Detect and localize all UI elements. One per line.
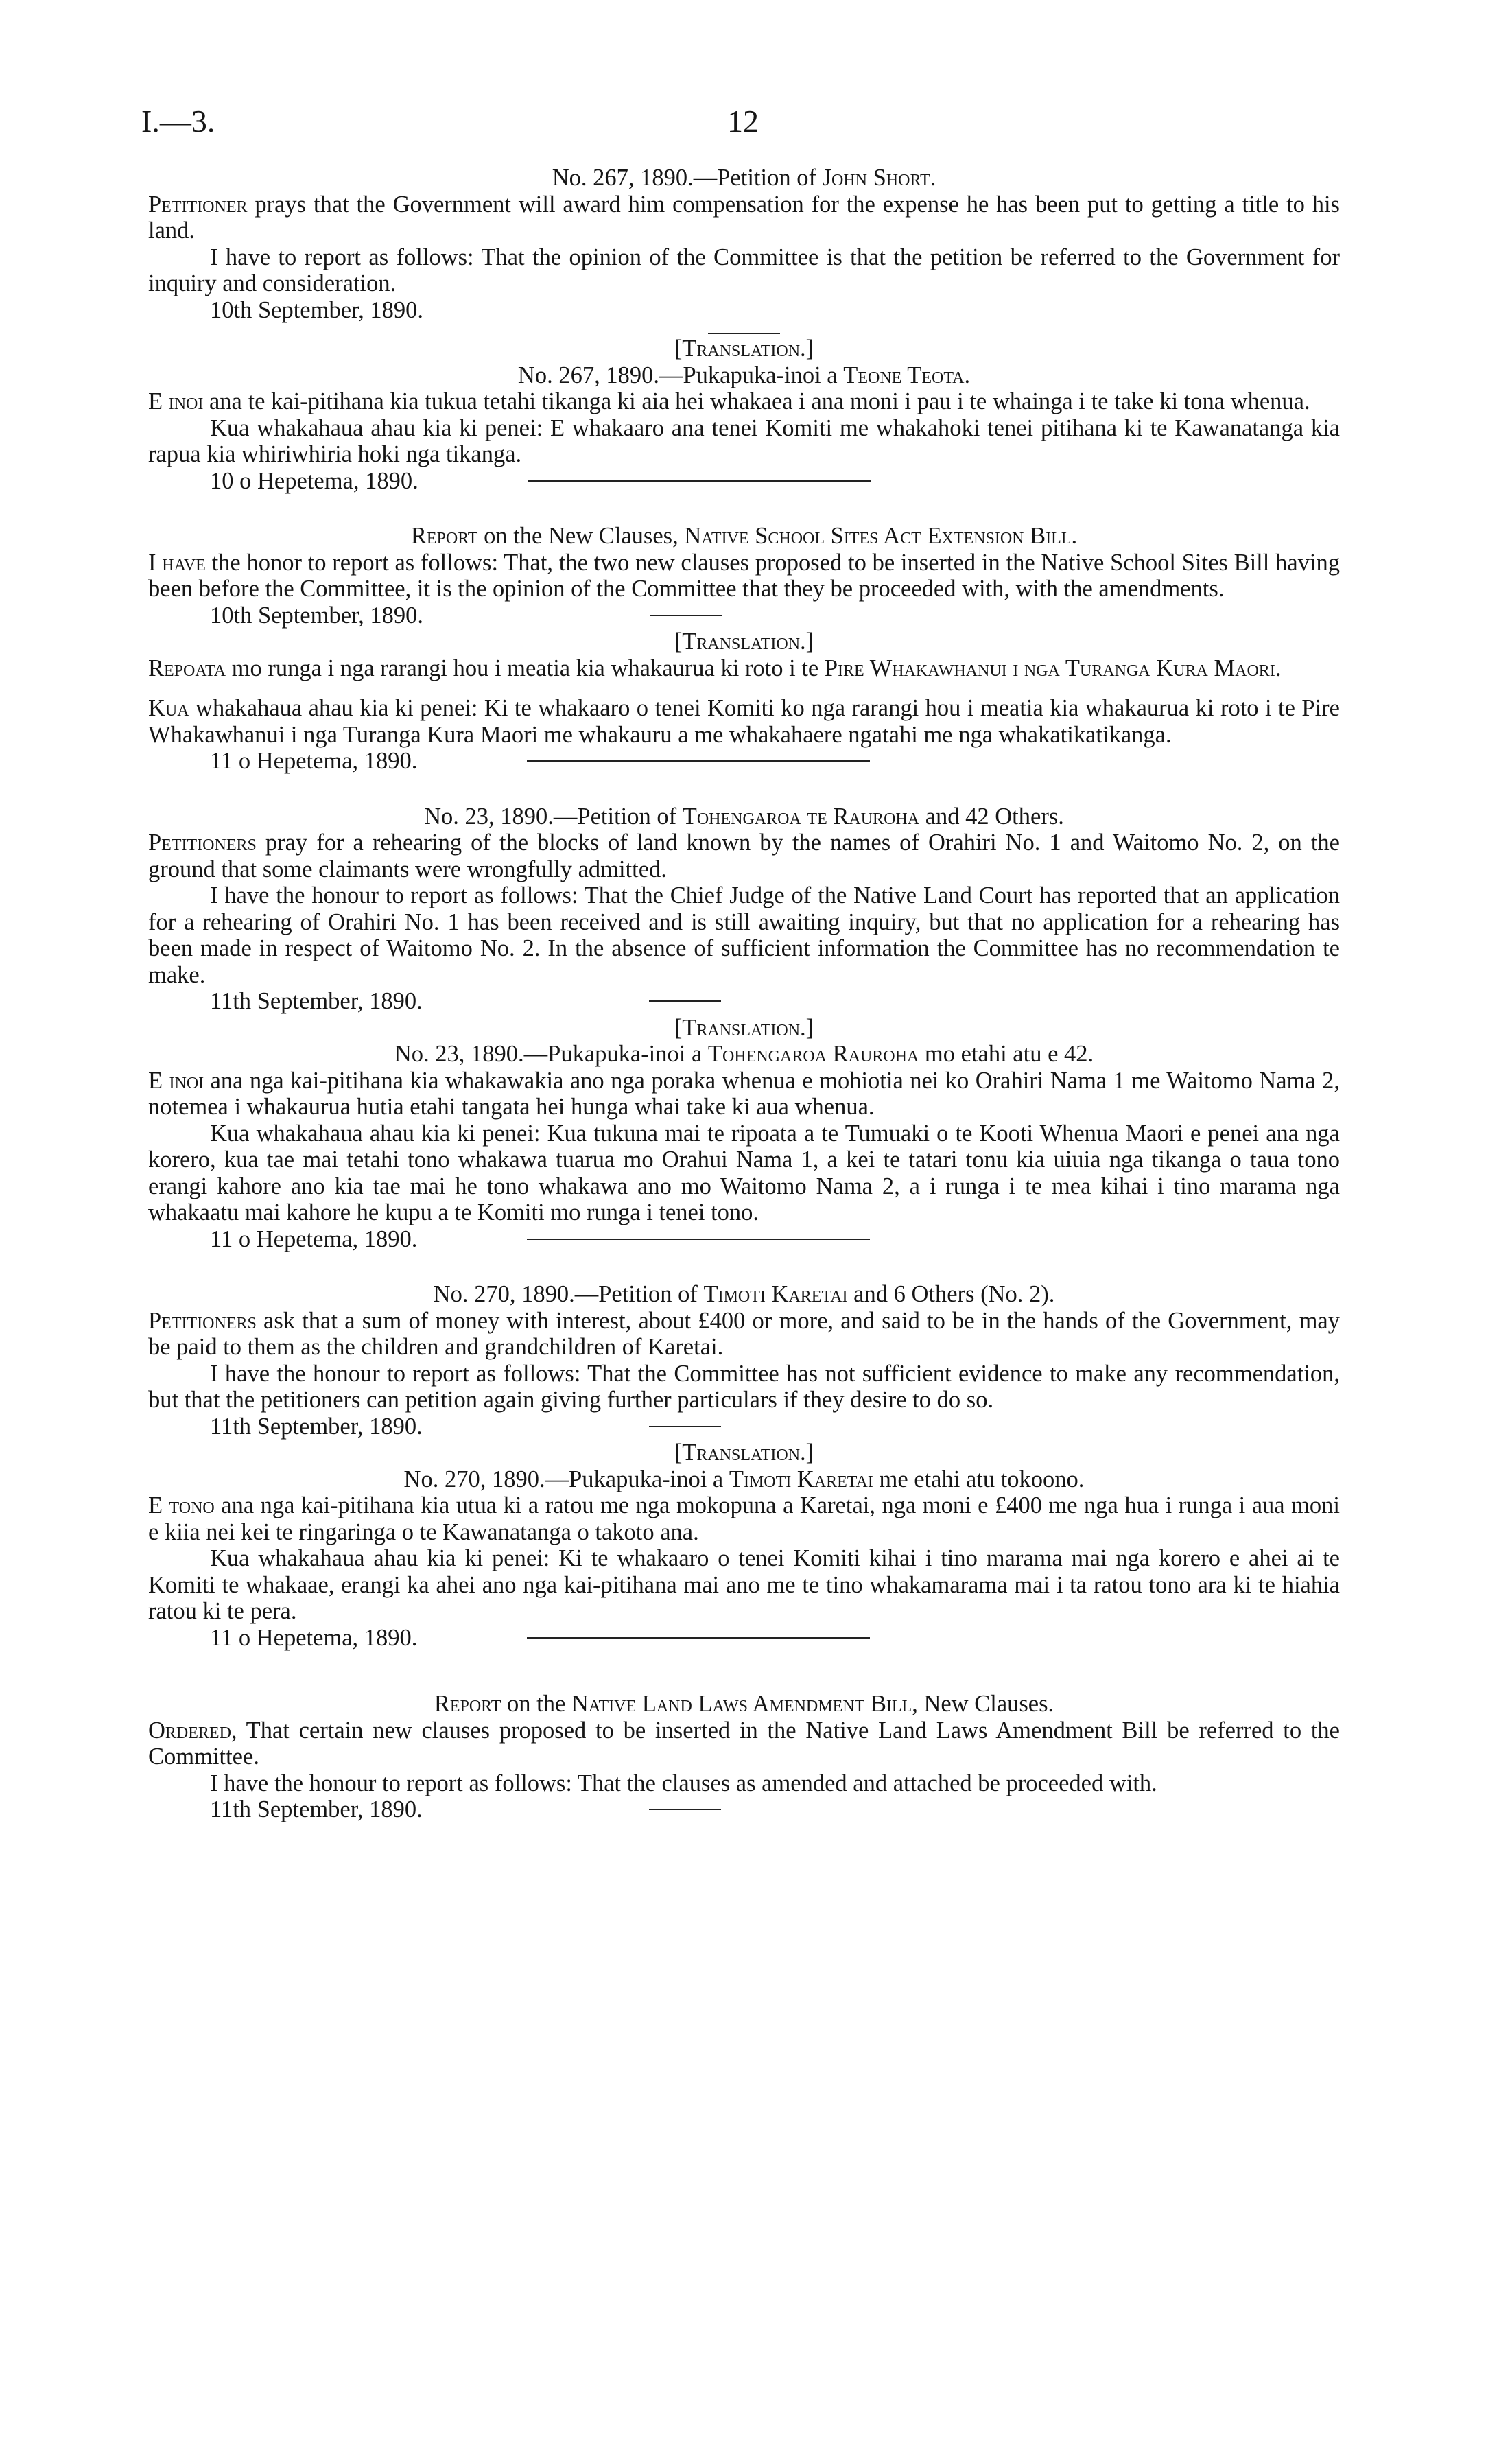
separator-short — [649, 1809, 721, 1810]
section-divider — [527, 760, 870, 762]
section-1-translation-petition: E inoi ana te kai-pitihana kia tukua tetahi tikanga ki aia hei whakaea i ana moni i pau i te whainga i te take ki tona whenua. — [148, 388, 1310, 414]
separator-short — [649, 1000, 721, 1002]
section-divider — [527, 1637, 870, 1639]
section-3-report: I have the honour to report as follows: That the Chief Judge of the Native Land Court has reported that an application for a rehearing of Orahiri No. 1 has been received and is still awaiting inquiry, but that no application for a rehearing has been made in respect of Waitomo No. 2. In the absence of sufficient information the Committee has no recommendation te make. — [148, 882, 1340, 988]
section-4-report: I have the honour to report as follows: That the Committee has not sufficient evidence to make any recommendation, but that the petitioners can petition again giving further particulars if they desire to do so. — [148, 1360, 1340, 1413]
section-3-translation-report: Kua whakahaua ahau kia ki penei: Kua tukuna mai te ripoata a te Tumuaki o te Kooti Whenua Maori e penei ana nga korero, kua tae mai tetahi tono whakawa tuarua mo Orahui Nama 1, a kei te tatari tonu kia uiuia nga tikanga o taua tono erangi kahore ano kia tae mai he tono whakawa ano mo Waitomo Nama 2, a i runga i te mea kihai i tino marama nga whakaatu mai kahore he kupu a te Komiti mo runga i tenei tono. — [148, 1120, 1340, 1225]
section-4-title: No. 270, 1890.—Petition of Timoti Karetai and 6 Others (No. 2). — [433, 1281, 1055, 1307]
section-3-translation-petition: E inoi ana nga kai-pitihana kia whakawakia ano nga poraka whenua e mohiotia nei ko Orahiri Nama 1 me Waitomo Nama 2, notemea i whakaurua hutia etahi tangata hei hunga whai take ki aua whenua. — [148, 1067, 1340, 1120]
section-3-translation-date: 11 o Hepetema, 1890. — [210, 1225, 418, 1252]
separator-short — [708, 333, 780, 334]
section-1-title: No. 267, 1890.—Petition of John Short. — [552, 165, 936, 191]
section-divider — [528, 480, 871, 482]
section-5-order: Ordered, That certain new clauses proposed to be inserted in the Native Land Laws Amendment Bill be referred to the Committee. — [148, 1717, 1340, 1770]
section-5-report: I have the honour to report as follows: That the clauses as amended and attached be proceeded with. — [210, 1770, 1157, 1796]
section-1-translation-date: 10 o Hepetema, 1890. — [210, 467, 418, 494]
section-2-translation-label: [Translation.] — [674, 629, 814, 655]
section-3-date: 11th September, 1890. — [210, 988, 423, 1014]
section-1-petition: Petitioner prays that the Government will award him compensation for the expense he has been put to getting a title to his land. — [148, 191, 1340, 244]
section-1-translation-label: [Translation.] — [674, 336, 814, 362]
section-4-petition: Petitioners ask that a sum of money with interest, about £400 or more, and said to be in the hands of the Government, may be paid to them as the children and grandchildren of Karetai. — [148, 1307, 1340, 1360]
section-2-date: 10th September, 1890. — [210, 602, 423, 629]
section-4-date: 11th September, 1890. — [210, 1413, 423, 1440]
section-1-report: I have to report as follows: That the opinion of the Committee is that the petition be referred to the Government for inquiry and consideration. — [148, 244, 1340, 296]
section-divider — [527, 1239, 870, 1240]
section-1-translation-report: Kua whakahaua ahau kia ki penei: E whakaaro ana tenei Komiti me whakahoki tenei pitihana ki te Kawanatanga kia rapua kia whiriwhiria hoki nga tikanga. — [148, 414, 1340, 467]
section-4-translation-petition: E tono ana nga kai-pitihana kia utua ki a ratou me nga mokopuna a Karetai, nga moni e £400 me nga hua i runga i aua moni e kiia nei kei te ringaringa o te Kawanatanga o takoto ana. — [148, 1492, 1341, 1545]
document-body — [148, 165, 1340, 1823]
separator-short — [650, 615, 722, 616]
section-4-translation-date: 11 o Hepetema, 1890. — [210, 1624, 418, 1651]
section-3-title: No. 23, 1890.—Petition of Tohengaroa te Rauroha and 42 Others. — [424, 803, 1064, 830]
section-2-translation-date: 11 o Hepetema, 1890. — [210, 748, 418, 774]
section-1-date: 10th September, 1890. — [210, 296, 423, 323]
section-5-title: Report on the Native Land Laws Amendment Bill, New Clauses. — [434, 1691, 1054, 1717]
section-2-title: Report on the New Clauses, Native School Sites Act Extension Bill. — [410, 523, 1078, 549]
section-4-translation-label: [Translation.] — [674, 1440, 814, 1466]
section-5-date: 11th September, 1890. — [210, 1796, 423, 1822]
section-2-translation-report: Kua whakahaua ahau kia ki penei: Ki te whakaaro o tenei Komiti ko nga rarangi hou i meatia kia whakaurua ki roto i te Pire Whakawhanui i nga Turanga Kura Maori me whakauru a me whakahaere ngatahi me nga whakatikatikanga. — [148, 695, 1340, 748]
section-3-translation-title: No. 23, 1890.—Pukapuka-inoi a Tohengaroa Rauroha mo etahi atu e 42. — [394, 1041, 1094, 1067]
section-2-report: I have the honor to report as follows: That, the two new clauses proposed to be inserted in the Native School Sites Bill having been before the Committee, it is the opinion of the Committee that they be proceeded with, with the amendments. — [148, 549, 1340, 602]
section-4-translation-report: Kua whakahaua ahau kia ki penei: Ki te whakaaro o tenei Komiti kihai i tino marama mai nga korero e ahei ai te Komiti te whakaae, erangi ka ahei ano nga kai-pitihana mai ano me te tino whakamarama mai i ta ratou tono ara ki te hiahia ratou ki te pera. — [148, 1545, 1340, 1624]
page-number: 12 — [727, 104, 759, 139]
section-3-translation-label: [Translation.] — [674, 1014, 814, 1041]
section-4-translation-title: No. 270, 1890.—Pukapuka-inoi a Timoti Karetai me etahi atu tokoono. — [403, 1466, 1085, 1492]
page-reference: I.—3. — [141, 104, 215, 139]
section-1-translation-title: No. 267, 1890.—Pukapuka-inoi a Teone Teota. — [517, 362, 971, 388]
section-3-petition: Petitioners pray for a rehearing of the blocks of land known by the names of Orahiri No. 1 and Waitomo No. 2, on the ground that some claimants were wrongfully admitted. — [148, 830, 1340, 882]
separator-short — [649, 1426, 721, 1427]
section-2-translation-title: Repoata mo runga i nga rarangi hou i meatia kia whakaurua ki roto i te Pire Whakawhanui i nga Turanga Kura Maori. — [148, 655, 1282, 681]
